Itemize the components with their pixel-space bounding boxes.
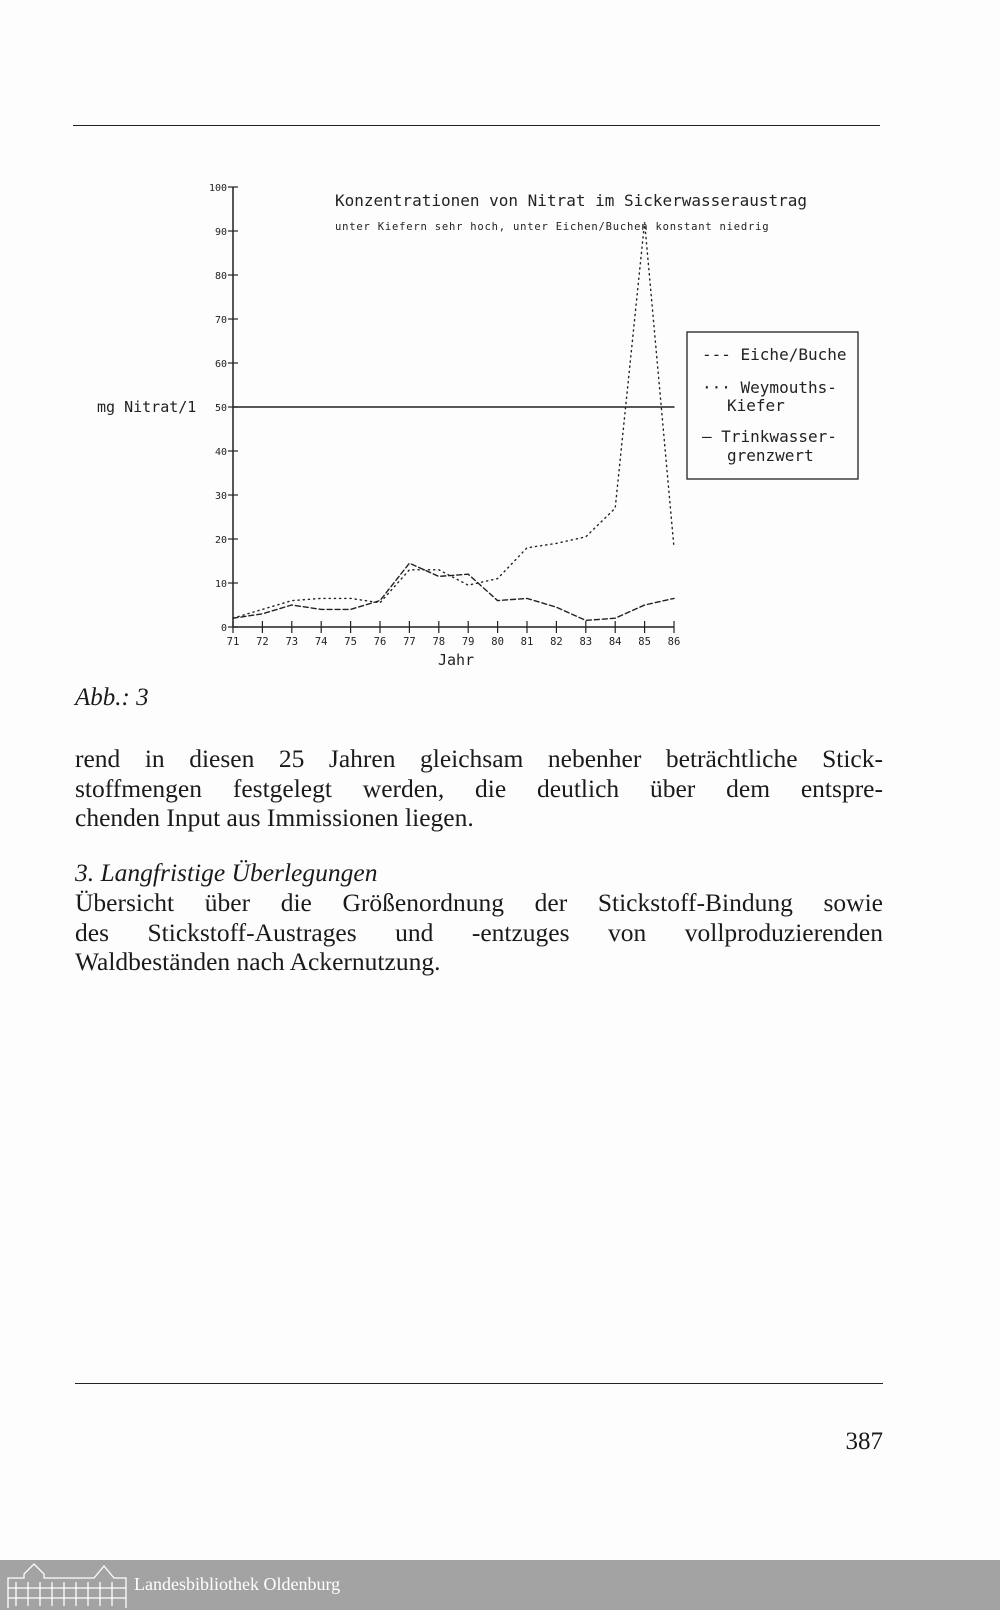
chart-title: Konzentrationen von Nitrat im Sickerwasseraustrag — [335, 191, 808, 210]
text-line: Waldbeständen nach Ackernutzung. — [75, 947, 441, 976]
x-tick-label: 73 — [285, 636, 299, 648]
x-tick-label: 83 — [579, 636, 593, 648]
y-tick-label: 40 — [214, 447, 227, 458]
legend-grenzwert-2: grenzwert — [727, 446, 814, 465]
x-tick-label: 72 — [256, 636, 269, 648]
legend — [687, 332, 858, 479]
y-tick-label: 60 — [214, 359, 227, 370]
y-tick-label: 30 — [214, 491, 227, 502]
section-heading: 3. Langfristige Überlegungen — [75, 858, 378, 887]
x-tick-label: 80 — [491, 636, 504, 648]
x-tick-label: 79 — [461, 636, 475, 648]
series-eiche-buche — [233, 563, 674, 620]
y-tick-label: 90 — [214, 227, 227, 238]
bottom-rule — [75, 1383, 883, 1384]
figure-caption: Abb.: 3 — [75, 684, 149, 711]
legend-eiche: --- Eiche/Buche — [702, 345, 847, 364]
text-line: stoffmengen festgelegt werden, die deutlich über dem entspre- — [75, 773, 883, 803]
y-tick-label: 20 — [214, 535, 227, 546]
x-tick-label: 74 — [314, 636, 328, 648]
text-line: chenden Input aus Immissionen liegen. — [75, 803, 474, 832]
y-tick-label: 70 — [214, 315, 227, 326]
legend-grenzwert-1: — Trinkwasser- — [702, 427, 837, 446]
y-tick-label: 50 — [214, 403, 227, 414]
library-name: Landesbibliothek Oldenburg — [134, 1574, 341, 1594]
x-tick-label: 78 — [432, 636, 446, 648]
y-tick-label: 10 — [214, 579, 227, 590]
x-tick-label: 71 — [226, 636, 240, 648]
nitrate-chart — [0, 0, 1000, 700]
x-tick-label: 77 — [403, 636, 416, 648]
legend-kiefer-1: ··· Weymouths- — [702, 378, 837, 397]
paragraph-1 — [75, 744, 883, 833]
x-tick-label: 75 — [344, 636, 357, 648]
x-axis-label: Jahr — [438, 651, 475, 669]
page-number: 387 — [845, 1428, 883, 1455]
library-footer — [0, 1560, 1000, 1610]
x-tick-label: 82 — [550, 636, 563, 648]
text-line: Übersicht über die Größenordnung der Stickstoff-Bindung sowie — [75, 888, 883, 917]
y-tick-label: 100 — [208, 183, 227, 194]
x-tick-label: 84 — [608, 636, 622, 648]
y-tick-label: 80 — [214, 271, 227, 282]
y-axis-label: mg Nitrat/1 — [97, 398, 197, 416]
x-tick-label: 81 — [520, 636, 534, 648]
text-line: des Stickstoff-Austrages und -entzuges von vollproduzierenden — [75, 917, 883, 947]
x-tick-label: 85 — [638, 636, 651, 648]
x-tick-label: 86 — [667, 636, 681, 648]
y-tick-label: 0 — [220, 623, 227, 634]
library-building-icon — [4, 1560, 129, 1610]
legend-kiefer-2: Kiefer — [727, 396, 785, 415]
x-tick-label: 76 — [373, 636, 387, 648]
text-line: rend in diesen 25 Jahren gleichsam nebenher beträchtliche Stick- — [75, 744, 883, 773]
series-weymouths-kiefer — [233, 222, 674, 618]
paragraph-2 — [75, 888, 883, 977]
chart-subtitle: unter Kiefern sehr hoch, unter Eichen/Buchen konstant niedrig — [335, 221, 770, 233]
